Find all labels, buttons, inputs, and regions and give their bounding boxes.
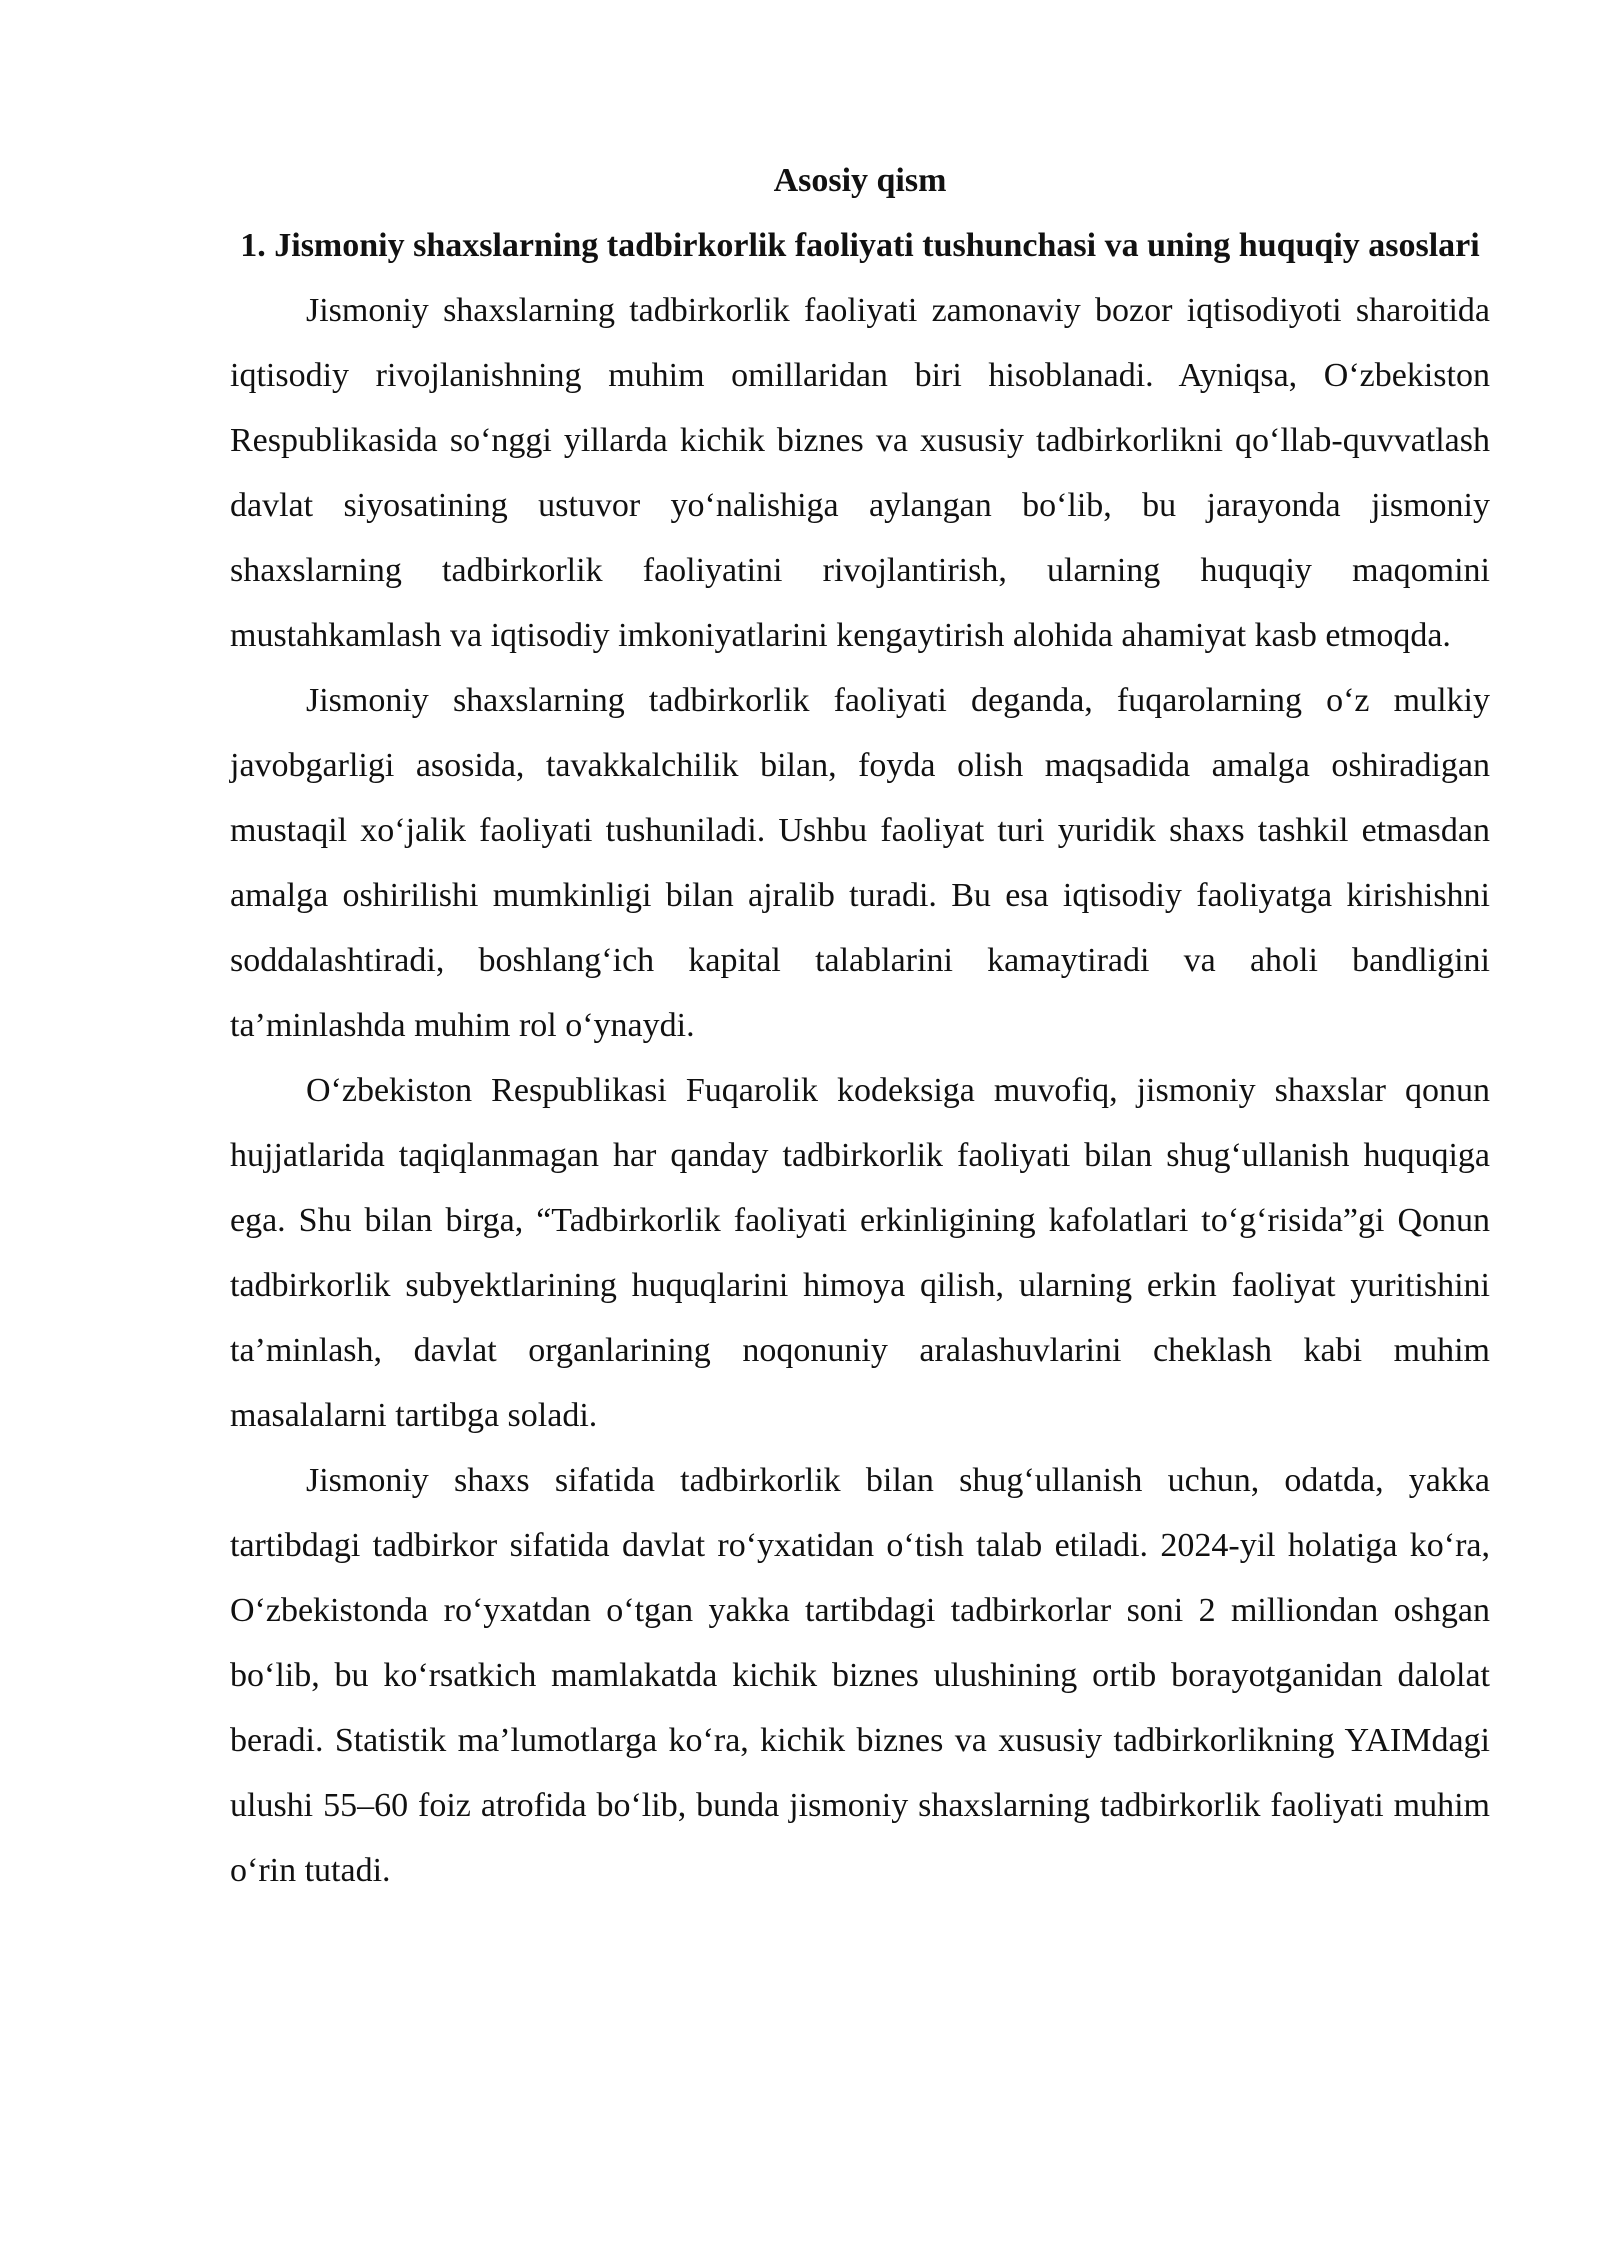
paragraph-4: Jismoniy shaxs sifatida tadbirkorlik bilan shug‘ullanish uchun, odatda, yakka tartibdagi tadbirkor sifatida davlat ro‘yxatidan o‘tish talab etiladi. 2024-yil holatiga ko‘ra, O‘zbekistonda ro‘yxatdan o‘tgan yakka tartibdagi tadbirkorlar soni 2 milliondan oshgan bo‘lib, bu ko‘rsatkich mamlakatda kichik biznes ulushining ortib borayotganidan dalolat beradi. Statistik ma’lumotlarga ko‘ra, kichik biznes va xususiy tadbirkorlikning YAIMdagi ulushi 55–60 foiz atrofida bo‘lib, bunda jismoniy shaxslarning tadbirkorlik faoliyati muhim o‘rin tutadi. xyxy=(230,1462,1490,1889)
section-title: 1. Jismoniy shaxslarning tadbirkorlik faoliyati tushunchasi va uning huquqiy asoslari xyxy=(240,227,1480,264)
paragraph-3: O‘zbekiston Respublikasi Fuqarolik kodeksiga muvofiq, jismoniy shaxslar qonun hujjatlarida taqiqlanmagan har qanday tadbirkorlik faoliyati bilan shug‘ullanish huquqiga ega. Shu bilan birga, “Tadbirkorlik faoliyati erkinligining kafolatlari to‘g‘risida”gi Qonun tadbirkorlik subyektlarining huquqlarini himoya qilish, ularning erkin faoliyat yuritishini ta’minlash, davlat organlarining noqonuniy aralashuvlarini cheklash kabi muhim masalalarni tartibga soladi. xyxy=(230,1072,1490,1434)
paragraph-1: Jismoniy shaxslarning tadbirkorlik faoliyati zamonaviy bozor iqtisodiyoti sharoitida iqtisodiy rivojlanishning muhim omillaridan biri hisoblanadi. Ayniqsa, O‘zbekiston Respublikasida so‘nggi yillarda kichik biznes va xususiy tadbirkorlikni qo‘llab-quvvatlash davlat siyosatining ustuvor yo‘nalishiga aylangan bo‘lib, bu jarayonda jismoniy shaxslarning tadbirkorlik faoliyatini rivojlantirish, ularning huquqiy maqomini mustahkamlash va iqtisodiy imkoniyatlarini kengaytirish alohida ahamiyat kasb etmoqda. xyxy=(230,292,1490,654)
paragraph-2: Jismoniy shaxslarning tadbirkorlik faoliyati deganda, fuqarolarning o‘z mulkiy javobgarligi asosida, tavakkalchilik bilan, foyda olish maqsadida amalga oshiradigan mustaqil xo‘jalik faoliyati tushuniladi. Ushbu faoliyat turi yuridik shaxs tashkil etmasdan amalga oshirilishi mumkinligi bilan ajralib turadi. Bu esa iqtisodiy faoliyatga kirishishni soddalashtiradi, boshlang‘ich kapital talablarini kamaytiradi va aholi bandligini ta’minlashda muhim rol o‘ynaydi. xyxy=(230,682,1490,1044)
main-title: Asosiy qism xyxy=(773,162,947,199)
document-body xyxy=(230,148,1490,1903)
